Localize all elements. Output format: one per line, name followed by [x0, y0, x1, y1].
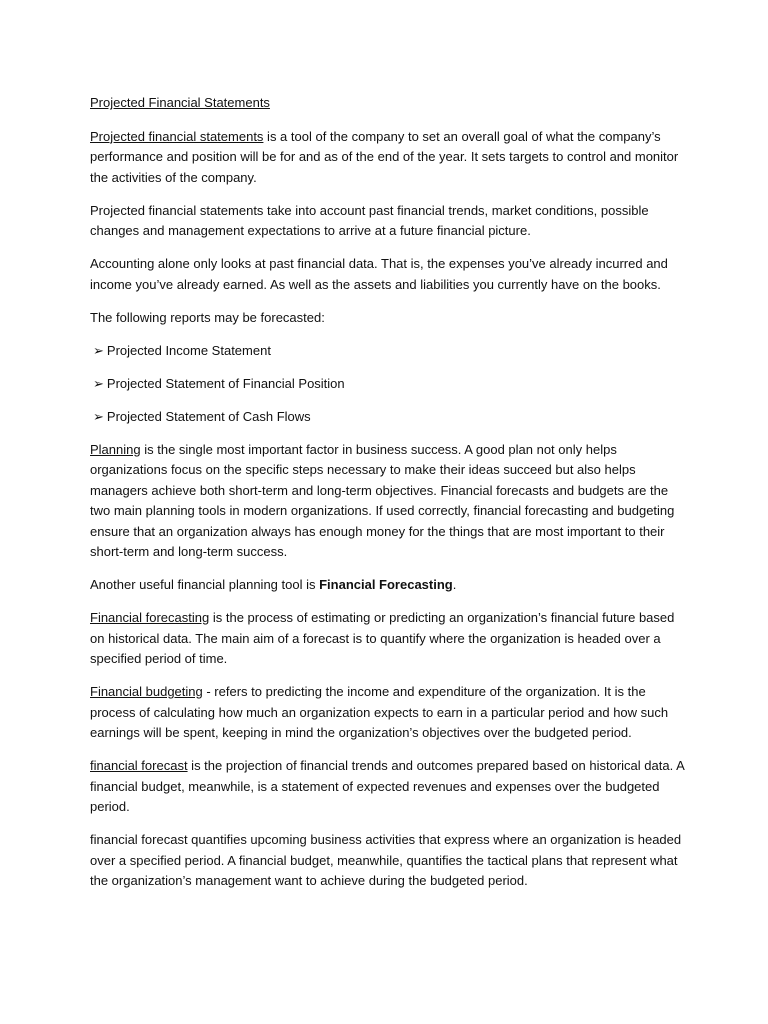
paragraph-financial-budgeting [90, 682, 690, 744]
document-body [90, 93, 690, 904]
paragraph-text: . [452, 577, 457, 592]
paragraph-planning-tool [90, 575, 690, 596]
list-item [90, 407, 690, 428]
paragraph-financial-forecasting [90, 608, 690, 670]
paragraph-text: is a tool of the company to set an overall goal of what the company’s performance and position will be for and as of the end of the year. It sets targets to control and monitor the activities of the company. [90, 128, 679, 185]
paragraph-text: is the projection of financial trends and outcomes prepared based on historical data. A financial budget, meanwhile, is a statement of expected revenues and expenses over the budgeted period. [90, 758, 685, 814]
term-financial-forecast: financial forecast [90, 758, 188, 773]
list-item-label: Projected Statement of Financial Position [106, 375, 345, 391]
paragraph-planning [90, 440, 690, 563]
paragraph-trends: Projected financial statements take into account past financial trends, market conditions, possible changes and management expectations to arrive at a future financial picture. [90, 202, 649, 238]
arrow-bullet-icon: ➢ [93, 342, 104, 358]
term-financial-forecasting: Financial forecasting [90, 610, 210, 625]
paragraph-text: is the single most important factor in business success. A good plan not only helps organizations focus on the specific steps necessary to make their ideas succeed but also helps managers achieve both short-term and long-term objectives. Financial forecasts and budgets are the two main planning tools in modern organizations. If used correctly, financial forecasting and budgeting ensure that an organization always has enough money for the things that are most important to their short-term and long-term success. [90, 441, 675, 559]
list-item-label: Projected Statement of Cash Flows [106, 408, 311, 424]
paragraph-reports-intro: The following reports may be forecasted: [90, 309, 325, 325]
list-item [90, 374, 690, 395]
list-item [90, 341, 690, 362]
arrow-bullet-icon: ➢ [93, 375, 104, 391]
term-financial-forecasting-bold: Financial Forecasting [319, 577, 453, 592]
paragraph-accounting: Accounting alone only looks at past financial data. That is, the expenses you’ve already incurred and income you’ve already earned. As well as the assets and liabilities you currently have on the books. [90, 256, 668, 292]
paragraph-projected-statements [90, 127, 690, 189]
term-projected-financial-statements: Projected financial statements [90, 128, 264, 144]
paragraph-text: - refers to predicting the income and expenditure of the organization. It is the process of calculating how much an organization expects to earn in a particular period and how such earnings will be spent, keeping in mind the organization’s objectives over the budgeted period. [90, 684, 669, 740]
paragraph-text: Another useful financial planning tool is [90, 577, 320, 592]
arrow-bullet-icon: ➢ [93, 408, 104, 424]
paragraph-financial-forecast [90, 756, 690, 818]
term-planning: Planning [90, 441, 141, 457]
paragraph-text: is the process of estimating or predicting an organization’s financial future based on historical data. The main aim of a forecast is to quantify where the organization is headed over a specified period of time. [90, 610, 675, 666]
list-item-label: Projected Income Statement [106, 342, 271, 358]
paragraph-forecast-vs-budget: financial forecast quantifies upcoming business activities that express where an organization is headed over a specified period. A financial budget, meanwhile, quantifies the tactical plans that represent what the organization’s management want to achieve during the budgeted period. [90, 832, 682, 888]
term-financial-budgeting: Financial budgeting [90, 684, 203, 699]
document-title: Projected Financial Statements [90, 95, 270, 110]
